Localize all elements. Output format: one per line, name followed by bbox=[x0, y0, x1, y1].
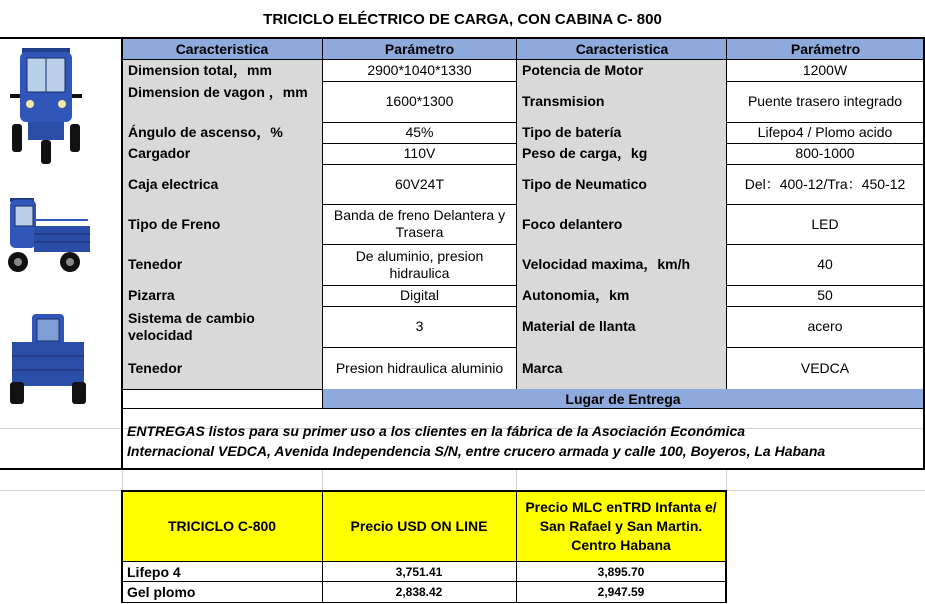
spec-label-right: Foco delantero bbox=[517, 204, 726, 244]
spec-label-right: Autonomia，km bbox=[517, 285, 726, 306]
spec-value-left: 45% bbox=[405, 124, 434, 140]
header-parametro-left: Parámetro bbox=[322, 39, 517, 59]
spec-value-right: VEDCA bbox=[800, 359, 850, 376]
spec-value-left: 1600*1300 bbox=[385, 93, 454, 109]
spec-label-right: Tipo de batería bbox=[517, 122, 726, 143]
spec-value-right: Lifepo4 / Plomo acido bbox=[757, 124, 893, 140]
price-row-mlc: 2,947.59 bbox=[597, 585, 645, 599]
header-caracteristica-right: Caracteristica bbox=[517, 39, 727, 59]
spec-label-left: Caja electrica bbox=[123, 164, 322, 204]
spec-label-right: Tipo de Neumatico bbox=[517, 164, 726, 204]
spec-value-right: 40 bbox=[817, 256, 833, 272]
spec-label-left: Cargador bbox=[123, 143, 322, 164]
spec-value-right: Puente trasero integrado bbox=[747, 93, 903, 109]
spec-label-left: Sistema de cambio velocidad bbox=[123, 306, 322, 347]
spec-label-right: Transmision bbox=[517, 81, 726, 122]
spec-label-right: Potencia de Motor bbox=[517, 60, 726, 81]
delivery-heading: Lugar de Entrega bbox=[322, 389, 924, 409]
spec-label-left: Dimension de vagon ，mm bbox=[123, 81, 322, 122]
price-header-usd: Precio USD ON LINE bbox=[322, 491, 516, 561]
spec-label-right: Material de llanta bbox=[517, 306, 726, 347]
spec-label-left: Tipo de Freno bbox=[123, 204, 322, 244]
spec-value-left: 2900*1040*1330 bbox=[367, 62, 472, 78]
spec-value-left: 60V24T bbox=[394, 175, 445, 192]
header-caracteristica-left: Caracteristica bbox=[122, 39, 322, 59]
price-row-name: Lifepo 4 bbox=[127, 563, 181, 580]
spec-label-right: Marca bbox=[517, 347, 726, 389]
price-row-mlc: 3,895.70 bbox=[597, 564, 645, 579]
price-header-model: TRICICLO C-800 bbox=[122, 491, 322, 561]
sheet-title: TRICICLO ELÉCTRICO DE CARGA, CON CABINA C- 800 bbox=[263, 10, 662, 28]
spec-label-left: Ángulo de ascenso，% bbox=[123, 122, 322, 143]
spec-value-right: Del：400-12/Tra：450-12 bbox=[744, 175, 906, 192]
spec-label-right: Velocidad maxima，km/h bbox=[517, 244, 726, 285]
price-row-name: Gel plomo bbox=[127, 584, 196, 600]
price-row-usd: 3,751.41 bbox=[395, 564, 443, 579]
spec-label-left: Pizarra bbox=[123, 285, 322, 306]
spec-value-right: 800-1000 bbox=[795, 145, 855, 161]
delivery-text-line-2: Internacional VEDCA, Avenida Independencia S/N, entre crucero armada y calle 100, Boyeros, La Habana bbox=[127, 443, 826, 459]
spec-label-left: Tenedor bbox=[123, 347, 322, 389]
spec-value-right: LED bbox=[811, 215, 839, 232]
spec-value-left: De aluminio, presion hidraulica bbox=[355, 247, 484, 281]
spec-label-left: Dimension total，mm bbox=[123, 60, 322, 81]
spec-value-right: 1200W bbox=[802, 62, 848, 78]
spec-value-left: Digital bbox=[400, 287, 439, 303]
spec-value-right: acero bbox=[807, 318, 843, 334]
spec-value-left: Presion hidraulica aluminio bbox=[335, 359, 504, 376]
header-parametro-right: Parámetro bbox=[727, 39, 924, 59]
spec-label-right: Peso de carga，kg bbox=[517, 143, 726, 164]
spec-value-left: Banda de freno Delantera y Trasera bbox=[333, 207, 506, 240]
spec-value-left: 110V bbox=[403, 145, 436, 161]
price-header-mlc: Precio MLC enTRD Infanta e/ San Rafael y San Martin. Centro Habana bbox=[516, 491, 726, 561]
delivery-text-line-1: ENTREGAS listos para su primer uso a los clientes en la fábrica de la Asociación Económica bbox=[127, 423, 746, 439]
spec-label-left: Tenedor bbox=[123, 244, 322, 285]
spec-value-left: 3 bbox=[415, 318, 424, 334]
price-row-usd: 2,838.42 bbox=[395, 585, 443, 599]
spec-value-right: 50 bbox=[817, 287, 833, 303]
